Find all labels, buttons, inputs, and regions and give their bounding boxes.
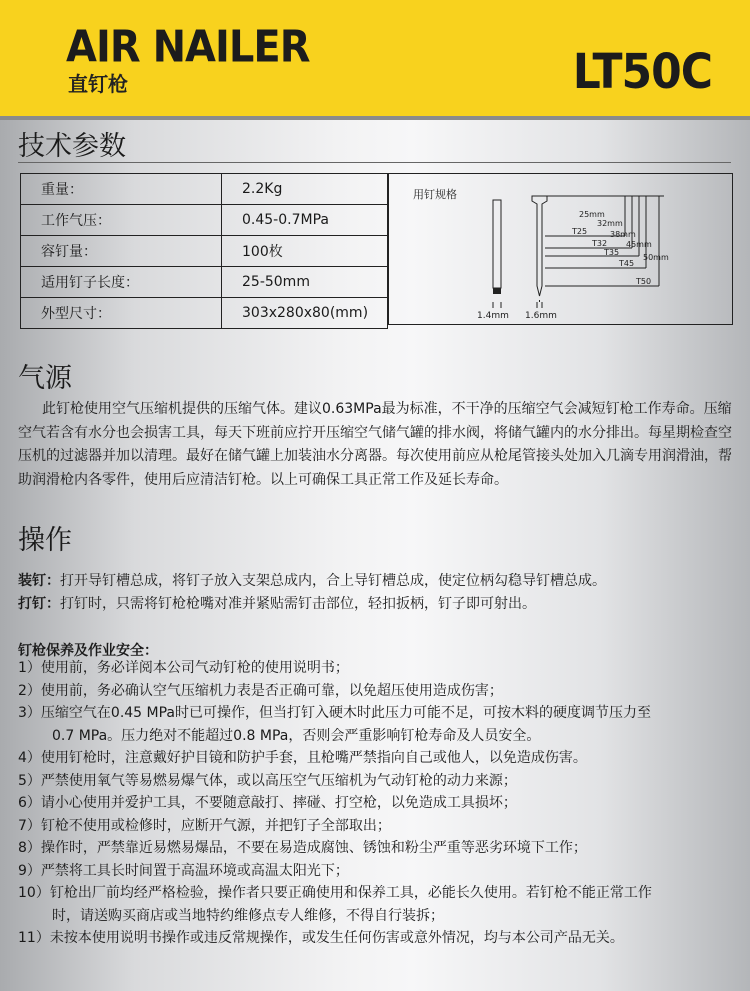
item-text: 请小心使用并爱护工具，不要随意敲打、摔碰、打空枪，以免造成工具损坏； bbox=[40, 795, 517, 811]
type-label: T35 bbox=[604, 248, 620, 257]
table-row bbox=[21, 267, 388, 298]
nail-diagram-svg bbox=[389, 174, 732, 324]
fire-instruction bbox=[18, 593, 536, 613]
item-text: 使用钉枪时，注意戴好护目镜和防护手套，且枪嘴严禁指向自己或他人，以免造成伤害。 bbox=[40, 750, 587, 766]
air-paragraph: 此钉枪使用空气压缩机提供的压缩气体。建议0.63MPa最为标准，不干净的压缩空气会减短钉枪工作寿命。压缩空气若含有水分也会损害工具，每天下班前应拧开压缩空气储气罐的排水阀，将储气罐内的水分排出。每星期检查空压机的过滤器并加以清理。最好在储气罐上加装油水分离器。每次使用前应从枪尾管接头处加入几滴专用润滑油，帮助润滑枪内各零件，使用后应清洁钉枪。以上可确保工具正常工作及延长寿命。 bbox=[18, 401, 732, 488]
list-item bbox=[18, 770, 743, 793]
list-item bbox=[18, 860, 743, 883]
item-text: 使用前，务必详阅本公司气动钉枪的使用说明书； bbox=[40, 660, 349, 676]
product-title: AIR NAILER bbox=[66, 22, 310, 73]
load-label: 装钉： bbox=[18, 573, 60, 589]
safety-heading: 钉枪保养及作业安全： bbox=[18, 643, 158, 659]
item-continuation: 时，请送购买商店或当地特约维修点专人维修，不得自行装拆； bbox=[52, 907, 444, 924]
spec-label: 容钉量： bbox=[21, 236, 222, 267]
list-item bbox=[18, 882, 743, 927]
type-label: T25 bbox=[572, 227, 588, 236]
nail-spec-diagram bbox=[388, 173, 733, 325]
item-number: 3） bbox=[18, 705, 41, 721]
nail-side-view bbox=[493, 200, 501, 288]
type-label: T45 bbox=[619, 259, 635, 268]
model-number: LT50C bbox=[572, 44, 712, 101]
item-number: 2） bbox=[18, 682, 41, 699]
divider bbox=[18, 162, 731, 163]
item-continuation: 0.7 MPa。压力绝对不能超过0.8 MPa，否则会严重影响钉枪寿命及人员安全。 bbox=[52, 727, 541, 744]
length-label: 38mm bbox=[610, 230, 636, 239]
length-label: 50mm bbox=[643, 253, 669, 262]
item-number: 4） bbox=[18, 750, 41, 766]
load-instruction bbox=[18, 570, 606, 590]
width-label: 1.6mm bbox=[525, 311, 557, 321]
length-label: 25mm bbox=[579, 210, 605, 219]
nail-side-tip bbox=[493, 288, 501, 294]
width-label: 1.4mm bbox=[477, 311, 509, 321]
spec-value: 303x280x80(mm) bbox=[222, 298, 388, 329]
list-item bbox=[18, 657, 743, 680]
spec-label: 重量： bbox=[21, 174, 222, 205]
specs-heading: 技术参数 bbox=[18, 131, 126, 162]
length-label: 32mm bbox=[597, 219, 623, 228]
fire-label: 打钉： bbox=[18, 596, 60, 612]
length-label: 45mm bbox=[626, 240, 652, 249]
table-row bbox=[21, 236, 388, 267]
item-number: 8） bbox=[18, 840, 41, 856]
item-number: 6） bbox=[18, 795, 41, 811]
item-text: 使用前，务必确认空气压缩机力表是否正确可靠，以免超压使用造成伤害； bbox=[40, 682, 503, 699]
operation-heading: 操作 bbox=[18, 525, 72, 556]
load-text: 打开导钉槽总成，将钉子放入支架总成内，合上导钉槽总成，使定位柄勾稳导钉槽总成。 bbox=[60, 573, 606, 589]
air-heading: 气源 bbox=[18, 363, 72, 394]
list-item bbox=[18, 702, 743, 747]
diagram-title: 用钉规格 bbox=[413, 188, 457, 201]
spec-value: 100枚 bbox=[222, 236, 388, 267]
list-item bbox=[18, 792, 743, 815]
list-item bbox=[18, 747, 743, 770]
item-number: 1） bbox=[18, 660, 41, 676]
item-text: 压缩空气在0.45 MPa时已可操作，但当打钉入硬木时此压力可能不足，可按木料的硬度调节压力至 bbox=[40, 705, 652, 721]
list-item bbox=[18, 815, 743, 838]
table-row bbox=[21, 205, 388, 236]
item-number: 7） bbox=[18, 817, 41, 834]
header-banner bbox=[0, 0, 750, 120]
product-subtitle: 直钉枪 bbox=[68, 72, 128, 96]
table-row bbox=[21, 298, 388, 329]
spec-label: 适用钉子长度： bbox=[21, 267, 222, 298]
safety-list bbox=[18, 657, 743, 950]
type-label: T50 bbox=[636, 277, 652, 286]
spec-label: 工作气压： bbox=[21, 205, 222, 236]
item-text: 钉枪不使用或检修时，应断开气源，并把钉子全部取出； bbox=[40, 817, 391, 834]
list-item bbox=[18, 927, 743, 950]
item-text: 操作时，严禁靠近易燃易爆品，不要在易造成腐蚀、锈蚀和粉尘严重等恶劣环境下工作； bbox=[40, 840, 587, 856]
item-text: 钉枪出厂前均经严格检验，操作者只要正确使用和保养工具，必能长久使用。若钉枪不能正常工作 bbox=[49, 885, 652, 901]
spec-value: 25-50mm bbox=[222, 267, 388, 298]
item-number: 9） bbox=[18, 862, 41, 879]
item-number: 11） bbox=[18, 930, 50, 946]
spec-value: 2.2Kg bbox=[222, 174, 388, 205]
table-row bbox=[21, 174, 388, 205]
spec-label: 外型尺寸： bbox=[21, 298, 222, 329]
item-number: 10） bbox=[18, 885, 50, 901]
list-item bbox=[18, 837, 743, 860]
specs-table bbox=[20, 173, 388, 329]
spec-value: 0.45-0.7MPa bbox=[222, 205, 388, 236]
nail-front-view bbox=[532, 196, 547, 296]
fire-text: 打钉时，只需将钉枪枪嘴对准并紧贴需钉击部位，轻扣扳柄，钉子即可射出。 bbox=[60, 596, 536, 612]
type-label: T32 bbox=[592, 239, 608, 248]
item-number: 5） bbox=[18, 772, 41, 789]
list-item bbox=[18, 680, 743, 703]
item-text: 严禁将工具长时间置于高温环境或高温太阳光下； bbox=[40, 862, 349, 879]
item-text: 未按本使用说明书操作或违反常规操作，或发生任何伤害或意外情况，均与本公司产品无关。 bbox=[49, 930, 624, 946]
item-text: 严禁使用氧气等易燃易爆气体，或以高压空气压缩机为气动钉枪的动力来源； bbox=[40, 772, 517, 789]
